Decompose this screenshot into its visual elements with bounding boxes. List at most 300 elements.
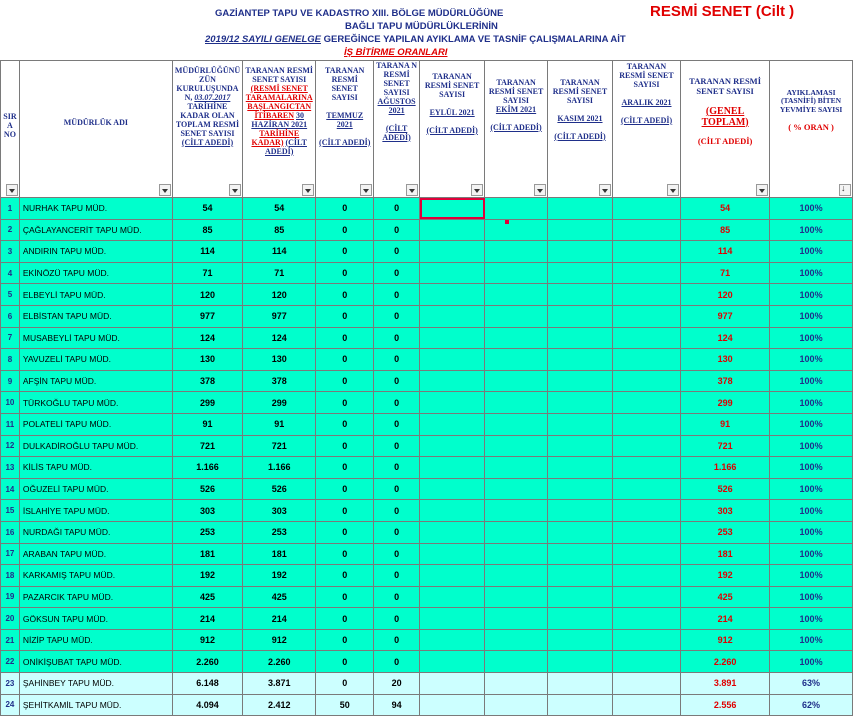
cell-temmuz[interactable]: 0 bbox=[316, 219, 374, 241]
cell-aralik[interactable] bbox=[612, 327, 680, 349]
cell-temmuz[interactable]: 0 bbox=[316, 413, 374, 435]
cell-no[interactable]: 7 bbox=[1, 327, 20, 349]
cell-ekim[interactable] bbox=[485, 370, 548, 392]
cell-kurulus[interactable]: 54 bbox=[172, 198, 242, 220]
cell-aralik[interactable] bbox=[612, 457, 680, 479]
cell-no[interactable]: 8 bbox=[1, 349, 20, 371]
cell-no[interactable]: 3 bbox=[1, 241, 20, 263]
filter-dropdown-icon[interactable] bbox=[302, 184, 314, 196]
cell-genel-toplam[interactable]: 91 bbox=[681, 413, 770, 435]
cell-agustos[interactable]: 0 bbox=[374, 435, 420, 457]
cell-mudurluk[interactable]: NURHAK TAPU MÜD. bbox=[19, 198, 172, 220]
cell-eylul[interactable] bbox=[420, 435, 485, 457]
cell-mudurluk[interactable]: NURDAĞI TAPU MÜD. bbox=[19, 521, 172, 543]
cell-kasim[interactable] bbox=[547, 305, 612, 327]
col-header-ekim[interactable]: TARANAN RESMİ SENET SAYISI EKİM 2021 (CİLT ADEDİ) bbox=[485, 61, 548, 198]
filter-dropdown-icon[interactable] bbox=[406, 184, 418, 196]
cell-eylul[interactable] bbox=[420, 694, 485, 716]
cell-mudurluk[interactable]: TÜRKOĞLU TAPU MÜD. bbox=[19, 392, 172, 414]
cell-temmuz[interactable]: 0 bbox=[316, 241, 374, 263]
cell-genel-toplam[interactable]: 299 bbox=[681, 392, 770, 414]
cell-oran[interactable]: 100% bbox=[770, 392, 853, 414]
cell-oran[interactable]: 100% bbox=[770, 413, 853, 435]
cell-aralik[interactable] bbox=[612, 262, 680, 284]
cell-aralik[interactable] bbox=[612, 651, 680, 673]
cell-aralik[interactable] bbox=[612, 392, 680, 414]
cell-eylul[interactable] bbox=[420, 651, 485, 673]
cell-aralik[interactable] bbox=[612, 543, 680, 565]
cell-agustos[interactable]: 0 bbox=[374, 413, 420, 435]
cell-genel-toplam[interactable]: 120 bbox=[681, 284, 770, 306]
cell-mudurluk[interactable]: PAZARCIK TAPU MÜD. bbox=[19, 586, 172, 608]
cell-genel-toplam[interactable]: 2.556 bbox=[681, 694, 770, 716]
cell-taranan[interactable]: 114 bbox=[243, 241, 316, 263]
cell-genel-toplam[interactable]: 124 bbox=[681, 327, 770, 349]
cell-kurulus[interactable]: 181 bbox=[172, 543, 242, 565]
cell-temmuz[interactable]: 0 bbox=[316, 284, 374, 306]
cell-eylul[interactable] bbox=[420, 543, 485, 565]
cell-temmuz[interactable]: 0 bbox=[316, 629, 374, 651]
filter-dropdown-icon[interactable] bbox=[471, 184, 483, 196]
cell-eylul[interactable] bbox=[420, 327, 485, 349]
cell-taranan[interactable]: 1.166 bbox=[243, 457, 316, 479]
cell-ekim[interactable] bbox=[485, 586, 548, 608]
cell-oran[interactable]: 100% bbox=[770, 543, 853, 565]
cell-oran[interactable]: 100% bbox=[770, 305, 853, 327]
cell-no[interactable]: 5 bbox=[1, 284, 20, 306]
cell-agustos[interactable]: 0 bbox=[374, 349, 420, 371]
cell-kurulus[interactable]: 114 bbox=[172, 241, 242, 263]
cell-aralik[interactable] bbox=[612, 586, 680, 608]
cell-no[interactable]: 9 bbox=[1, 370, 20, 392]
cell-eylul[interactable] bbox=[420, 457, 485, 479]
cell-kurulus[interactable]: 253 bbox=[172, 521, 242, 543]
col-header-taranan[interactable]: TARANAN RESMİ SENET SAYISI (RESMİ SENET TARAMALARINA BAŞLANGICTAN İTİBAREN 30 HAZİRAN 2021 TARİHİNE KADAR) (CİLT ADEDİ) bbox=[243, 61, 316, 198]
cell-temmuz[interactable]: 0 bbox=[316, 305, 374, 327]
cell-kasim[interactable] bbox=[547, 521, 612, 543]
filter-dropdown-icon[interactable] bbox=[159, 184, 171, 196]
cell-no[interactable]: 19 bbox=[1, 586, 20, 608]
cell-taranan[interactable]: 71 bbox=[243, 262, 316, 284]
cell-kasim[interactable] bbox=[547, 673, 612, 695]
cell-kurulus[interactable]: 6.148 bbox=[172, 673, 242, 695]
cell-taranan[interactable]: 214 bbox=[243, 608, 316, 630]
cell-temmuz[interactable]: 0 bbox=[316, 392, 374, 414]
cell-agustos[interactable]: 0 bbox=[374, 262, 420, 284]
filter-dropdown-icon[interactable] bbox=[534, 184, 546, 196]
cell-temmuz[interactable]: 50 bbox=[316, 694, 374, 716]
cell-agustos[interactable]: 0 bbox=[374, 241, 420, 263]
cell-mudurluk[interactable]: ARABAN TAPU MÜD. bbox=[19, 543, 172, 565]
col-header-genel-toplam[interactable]: TARANAN RESMİ SENET SAYISI (GENEL TOPLAM) (CİLT ADEDİ) bbox=[681, 61, 770, 198]
cell-kasim[interactable] bbox=[547, 586, 612, 608]
cell-oran[interactable]: 100% bbox=[770, 327, 853, 349]
cell-agustos[interactable]: 0 bbox=[374, 521, 420, 543]
cell-kasim[interactable] bbox=[547, 392, 612, 414]
cell-genel-toplam[interactable]: 3.891 bbox=[681, 673, 770, 695]
cell-aralik[interactable] bbox=[612, 521, 680, 543]
cell-eylul[interactable] bbox=[420, 219, 485, 241]
cell-kasim[interactable] bbox=[547, 219, 612, 241]
cell-genel-toplam[interactable]: 303 bbox=[681, 500, 770, 522]
col-header-sira[interactable]: SIR A NO bbox=[1, 61, 20, 198]
cell-genel-toplam[interactable]: 912 bbox=[681, 629, 770, 651]
cell-kurulus[interactable]: 1.166 bbox=[172, 457, 242, 479]
cell-no[interactable]: 1 bbox=[1, 198, 20, 220]
cell-genel-toplam[interactable]: 130 bbox=[681, 349, 770, 371]
cell-kasim[interactable] bbox=[547, 370, 612, 392]
cell-eylul[interactable] bbox=[420, 370, 485, 392]
cell-temmuz[interactable]: 0 bbox=[316, 198, 374, 220]
cell-kurulus[interactable]: 2.260 bbox=[172, 651, 242, 673]
cell-genel-toplam[interactable]: 54 bbox=[681, 198, 770, 220]
cell-agustos[interactable]: 0 bbox=[374, 370, 420, 392]
cell-agustos[interactable]: 0 bbox=[374, 284, 420, 306]
cell-eylul[interactable] bbox=[420, 262, 485, 284]
cell-taranan[interactable]: 303 bbox=[243, 500, 316, 522]
cell-mudurluk[interactable]: MUSABEYLİ TAPU MÜD. bbox=[19, 327, 172, 349]
cell-taranan[interactable]: 130 bbox=[243, 349, 316, 371]
cell-taranan[interactable]: 124 bbox=[243, 327, 316, 349]
cell-eylul[interactable] bbox=[420, 284, 485, 306]
cell-eylul[interactable] bbox=[420, 241, 485, 263]
cell-kurulus[interactable]: 526 bbox=[172, 478, 242, 500]
cell-eylul[interactable] bbox=[420, 673, 485, 695]
cell-taranan[interactable]: 2.260 bbox=[243, 651, 316, 673]
cell-ekim[interactable] bbox=[485, 608, 548, 630]
cell-genel-toplam[interactable]: 2.260 bbox=[681, 651, 770, 673]
cell-oran[interactable]: 100% bbox=[770, 198, 853, 220]
cell-agustos[interactable]: 0 bbox=[374, 219, 420, 241]
cell-kurulus[interactable]: 378 bbox=[172, 370, 242, 392]
filter-dropdown-icon[interactable] bbox=[756, 184, 768, 196]
cell-aralik[interactable] bbox=[612, 198, 680, 220]
cell-genel-toplam[interactable]: 114 bbox=[681, 241, 770, 263]
cell-oran[interactable]: 100% bbox=[770, 262, 853, 284]
cell-agustos[interactable]: 0 bbox=[374, 457, 420, 479]
cell-kasim[interactable] bbox=[547, 413, 612, 435]
cell-agustos[interactable]: 0 bbox=[374, 629, 420, 651]
cell-mudurluk[interactable]: ANDIRIN TAPU MÜD. bbox=[19, 241, 172, 263]
cell-temmuz[interactable]: 0 bbox=[316, 435, 374, 457]
cell-eylul[interactable] bbox=[420, 392, 485, 414]
cell-temmuz[interactable]: 0 bbox=[316, 521, 374, 543]
cell-temmuz[interactable]: 0 bbox=[316, 262, 374, 284]
cell-taranan[interactable]: 120 bbox=[243, 284, 316, 306]
cell-mudurluk[interactable]: DULKADİROĞLU TAPU MÜD. bbox=[19, 435, 172, 457]
cell-aralik[interactable] bbox=[612, 413, 680, 435]
cell-no[interactable]: 22 bbox=[1, 651, 20, 673]
col-header-kasim[interactable]: TARANAN RESMİ SENET SAYISI KASIM 2021 (CİLT ADEDİ) bbox=[547, 61, 612, 198]
cell-genel-toplam[interactable]: 721 bbox=[681, 435, 770, 457]
filter-dropdown-icon[interactable] bbox=[599, 184, 611, 196]
cell-aralik[interactable] bbox=[612, 241, 680, 263]
cell-taranan[interactable]: 977 bbox=[243, 305, 316, 327]
cell-no[interactable]: 23 bbox=[1, 673, 20, 695]
cell-ekim[interactable] bbox=[485, 500, 548, 522]
col-header-mudurluk[interactable]: MÜDÜRLÜK ADI bbox=[19, 61, 172, 198]
cell-ekim[interactable] bbox=[485, 327, 548, 349]
cell-taranan[interactable]: 253 bbox=[243, 521, 316, 543]
cell-oran[interactable]: 100% bbox=[770, 284, 853, 306]
cell-genel-toplam[interactable]: 181 bbox=[681, 543, 770, 565]
cell-aralik[interactable] bbox=[612, 673, 680, 695]
cell-eylul[interactable] bbox=[420, 565, 485, 587]
cell-oran[interactable]: 100% bbox=[770, 565, 853, 587]
cell-no[interactable]: 6 bbox=[1, 305, 20, 327]
cell-agustos[interactable]: 0 bbox=[374, 327, 420, 349]
cell-no[interactable]: 11 bbox=[1, 413, 20, 435]
cell-aralik[interactable] bbox=[612, 349, 680, 371]
cell-kurulus[interactable]: 71 bbox=[172, 262, 242, 284]
cell-kasim[interactable] bbox=[547, 651, 612, 673]
cell-temmuz[interactable]: 0 bbox=[316, 327, 374, 349]
cell-temmuz[interactable]: 0 bbox=[316, 673, 374, 695]
cell-oran[interactable]: 100% bbox=[770, 241, 853, 263]
cell-kasim[interactable] bbox=[547, 457, 612, 479]
cell-oran[interactable]: 100% bbox=[770, 478, 853, 500]
cell-no[interactable]: 17 bbox=[1, 543, 20, 565]
cell-kasim[interactable] bbox=[547, 478, 612, 500]
cell-aralik[interactable] bbox=[612, 435, 680, 457]
cell-ekim[interactable] bbox=[485, 284, 548, 306]
cell-ekim[interactable] bbox=[485, 305, 548, 327]
cell-genel-toplam[interactable]: 253 bbox=[681, 521, 770, 543]
cell-temmuz[interactable]: 0 bbox=[316, 349, 374, 371]
cell-temmuz[interactable]: 0 bbox=[316, 651, 374, 673]
cell-genel-toplam[interactable]: 85 bbox=[681, 219, 770, 241]
cell-genel-toplam[interactable]: 71 bbox=[681, 262, 770, 284]
cell-eylul[interactable] bbox=[420, 521, 485, 543]
cell-kurulus[interactable]: 124 bbox=[172, 327, 242, 349]
cell-ekim[interactable] bbox=[485, 521, 548, 543]
col-header-eylul[interactable]: TARANAN RESMİ SENET SAYISI EYLÜL 2021 (CİLT ADEDİ) bbox=[420, 61, 485, 198]
cell-kurulus[interactable]: 425 bbox=[172, 586, 242, 608]
cell-taranan[interactable]: 912 bbox=[243, 629, 316, 651]
cell-taranan[interactable]: 425 bbox=[243, 586, 316, 608]
cell-taranan[interactable]: 54 bbox=[243, 198, 316, 220]
cell-mudurluk[interactable]: ELBİSTAN TAPU MÜD. bbox=[19, 305, 172, 327]
cell-mudurluk[interactable]: ELBEYLİ TAPU MÜD. bbox=[19, 284, 172, 306]
cell-no[interactable]: 10 bbox=[1, 392, 20, 414]
cell-eylul[interactable] bbox=[420, 586, 485, 608]
cell-ekim[interactable] bbox=[485, 349, 548, 371]
cell-no[interactable]: 20 bbox=[1, 608, 20, 630]
cell-eylul[interactable] bbox=[420, 413, 485, 435]
cell-kasim[interactable] bbox=[547, 629, 612, 651]
cell-kurulus[interactable]: 214 bbox=[172, 608, 242, 630]
cell-mudurluk[interactable]: POLATELİ TAPU MÜD. bbox=[19, 413, 172, 435]
cell-no[interactable]: 16 bbox=[1, 521, 20, 543]
cell-kasim[interactable] bbox=[547, 694, 612, 716]
cell-ekim[interactable] bbox=[485, 241, 548, 263]
cell-taranan[interactable]: 91 bbox=[243, 413, 316, 435]
cell-mudurluk[interactable]: ONİKİŞUBAT TAPU MÜD. bbox=[19, 651, 172, 673]
cell-aralik[interactable] bbox=[612, 629, 680, 651]
cell-genel-toplam[interactable]: 1.166 bbox=[681, 457, 770, 479]
cell-genel-toplam[interactable]: 214 bbox=[681, 608, 770, 630]
cell-ekim[interactable] bbox=[485, 435, 548, 457]
cell-kurulus[interactable]: 303 bbox=[172, 500, 242, 522]
cell-no[interactable]: 4 bbox=[1, 262, 20, 284]
cell-agustos[interactable]: 0 bbox=[374, 305, 420, 327]
cell-taranan[interactable]: 2.412 bbox=[243, 694, 316, 716]
cell-agustos[interactable]: 0 bbox=[374, 543, 420, 565]
cell-kasim[interactable] bbox=[547, 198, 612, 220]
cell-kasim[interactable] bbox=[547, 435, 612, 457]
cell-agustos[interactable]: 0 bbox=[374, 608, 420, 630]
cell-oran[interactable]: 100% bbox=[770, 457, 853, 479]
cell-oran[interactable]: 100% bbox=[770, 500, 853, 522]
cell-mudurluk[interactable]: ÇAĞLAYANCERİT TAPU MÜD. bbox=[19, 219, 172, 241]
cell-taranan[interactable]: 378 bbox=[243, 370, 316, 392]
cell-taranan[interactable]: 526 bbox=[243, 478, 316, 500]
cell-ekim[interactable] bbox=[485, 629, 548, 651]
cell-no[interactable]: 24 bbox=[1, 694, 20, 716]
cell-taranan[interactable]: 299 bbox=[243, 392, 316, 414]
col-header-ayiklama[interactable]: AYIKLAMASI (TASNİFİ) BİTEN YEVMİYE SAYISI ( % ORAN ) ↓ bbox=[770, 61, 853, 198]
cell-kasim[interactable] bbox=[547, 262, 612, 284]
cell-aralik[interactable] bbox=[612, 565, 680, 587]
cell-taranan[interactable]: 192 bbox=[243, 565, 316, 587]
cell-genel-toplam[interactable]: 425 bbox=[681, 586, 770, 608]
cell-ekim[interactable] bbox=[485, 478, 548, 500]
cell-agustos[interactable]: 0 bbox=[374, 392, 420, 414]
cell-agustos[interactable]: 0 bbox=[374, 651, 420, 673]
cell-eylul[interactable] bbox=[420, 478, 485, 500]
cell-aralik[interactable] bbox=[612, 694, 680, 716]
cell-temmuz[interactable]: 0 bbox=[316, 500, 374, 522]
cell-agustos[interactable]: 0 bbox=[374, 500, 420, 522]
cell-temmuz[interactable]: 0 bbox=[316, 565, 374, 587]
cell-oran[interactable]: 100% bbox=[770, 219, 853, 241]
cell-no[interactable]: 21 bbox=[1, 629, 20, 651]
cell-kurulus[interactable]: 120 bbox=[172, 284, 242, 306]
selected-cell[interactable] bbox=[420, 198, 485, 220]
cell-kasim[interactable] bbox=[547, 349, 612, 371]
cell-kurulus[interactable]: 299 bbox=[172, 392, 242, 414]
cell-oran[interactable]: 63% bbox=[770, 673, 853, 695]
cell-mudurluk[interactable]: AFŞİN TAPU MÜD. bbox=[19, 370, 172, 392]
cell-no[interactable]: 14 bbox=[1, 478, 20, 500]
cell-oran[interactable]: 100% bbox=[770, 521, 853, 543]
cell-oran[interactable]: 100% bbox=[770, 629, 853, 651]
sort-filter-icon[interactable] bbox=[839, 184, 851, 196]
cell-eylul[interactable] bbox=[420, 500, 485, 522]
col-header-aralik[interactable]: TARANAN RESMİ SENET SAYISI ARALIK 2021 (CİLT ADEDİ) bbox=[612, 61, 680, 198]
cell-kasim[interactable] bbox=[547, 565, 612, 587]
cell-kasim[interactable] bbox=[547, 608, 612, 630]
cell-ekim[interactable] bbox=[485, 262, 548, 284]
cell-oran[interactable]: 100% bbox=[770, 370, 853, 392]
cell-aralik[interactable] bbox=[612, 478, 680, 500]
selection-fill-handle[interactable] bbox=[505, 220, 509, 224]
cell-oran[interactable]: 100% bbox=[770, 608, 853, 630]
filter-dropdown-icon[interactable] bbox=[360, 184, 372, 196]
cell-aralik[interactable] bbox=[612, 284, 680, 306]
cell-no[interactable]: 15 bbox=[1, 500, 20, 522]
cell-genel-toplam[interactable]: 192 bbox=[681, 565, 770, 587]
cell-ekim[interactable] bbox=[485, 694, 548, 716]
cell-kasim[interactable] bbox=[547, 327, 612, 349]
cell-genel-toplam[interactable]: 378 bbox=[681, 370, 770, 392]
cell-temmuz[interactable]: 0 bbox=[316, 586, 374, 608]
cell-no[interactable]: 18 bbox=[1, 565, 20, 587]
cell-aralik[interactable] bbox=[612, 305, 680, 327]
cell-kurulus[interactable]: 130 bbox=[172, 349, 242, 371]
cell-agustos[interactable]: 0 bbox=[374, 198, 420, 220]
cell-eylul[interactable] bbox=[420, 305, 485, 327]
cell-agustos[interactable]: 0 bbox=[374, 565, 420, 587]
col-header-temmuz[interactable]: TARANAN RESMİ SENET SAYISI TEMMUZ 2021 (CİLT ADEDİ) bbox=[316, 61, 374, 198]
cell-aralik[interactable] bbox=[612, 370, 680, 392]
cell-taranan[interactable]: 85 bbox=[243, 219, 316, 241]
cell-aralik[interactable] bbox=[612, 500, 680, 522]
cell-oran[interactable]: 100% bbox=[770, 349, 853, 371]
cell-eylul[interactable] bbox=[420, 629, 485, 651]
cell-ekim[interactable] bbox=[485, 673, 548, 695]
cell-taranan[interactable]: 181 bbox=[243, 543, 316, 565]
cell-ekim[interactable] bbox=[485, 651, 548, 673]
cell-mudurluk[interactable]: KİLİS TAPU MÜD. bbox=[19, 457, 172, 479]
cell-aralik[interactable] bbox=[612, 608, 680, 630]
cell-ekim[interactable] bbox=[485, 565, 548, 587]
cell-temmuz[interactable]: 0 bbox=[316, 608, 374, 630]
filter-dropdown-icon[interactable] bbox=[6, 184, 18, 196]
cell-mudurluk[interactable]: İSLAHİYE TAPU MÜD. bbox=[19, 500, 172, 522]
cell-temmuz[interactable]: 0 bbox=[316, 478, 374, 500]
cell-mudurluk[interactable]: ŞEHİTKAMİL TAPU MÜD. bbox=[19, 694, 172, 716]
cell-ekim[interactable] bbox=[485, 392, 548, 414]
cell-agustos[interactable]: 20 bbox=[374, 673, 420, 695]
cell-agustos[interactable]: 0 bbox=[374, 586, 420, 608]
cell-mudurluk[interactable]: EKİNÖZÜ TAPU MÜD. bbox=[19, 262, 172, 284]
cell-mudurluk[interactable]: ŞAHİNBEY TAPU MÜD. bbox=[19, 673, 172, 695]
cell-ekim[interactable] bbox=[485, 413, 548, 435]
cell-genel-toplam[interactable]: 977 bbox=[681, 305, 770, 327]
filter-dropdown-icon[interactable] bbox=[667, 184, 679, 196]
cell-no[interactable]: 13 bbox=[1, 457, 20, 479]
cell-eylul[interactable] bbox=[420, 608, 485, 630]
cell-ekim[interactable] bbox=[485, 219, 548, 241]
cell-oran[interactable]: 62% bbox=[770, 694, 853, 716]
cell-kasim[interactable] bbox=[547, 500, 612, 522]
cell-taranan[interactable]: 3.871 bbox=[243, 673, 316, 695]
cell-temmuz[interactable]: 0 bbox=[316, 370, 374, 392]
cell-ekim[interactable] bbox=[485, 198, 548, 220]
cell-mudurluk[interactable]: KARKAMIŞ TAPU MÜD. bbox=[19, 565, 172, 587]
cell-kasim[interactable] bbox=[547, 284, 612, 306]
cell-ekim[interactable] bbox=[485, 543, 548, 565]
cell-mudurluk[interactable]: NİZİP TAPU MÜD. bbox=[19, 629, 172, 651]
cell-kasim[interactable] bbox=[547, 241, 612, 263]
cell-mudurluk[interactable]: GÖKSUN TAPU MÜD. bbox=[19, 608, 172, 630]
cell-kurulus[interactable]: 91 bbox=[172, 413, 242, 435]
cell-mudurluk[interactable]: YAVUZELİ TAPU MÜD. bbox=[19, 349, 172, 371]
cell-kurulus[interactable]: 721 bbox=[172, 435, 242, 457]
cell-agustos[interactable]: 94 bbox=[374, 694, 420, 716]
cell-oran[interactable]: 100% bbox=[770, 435, 853, 457]
cell-kurulus[interactable]: 192 bbox=[172, 565, 242, 587]
cell-genel-toplam[interactable]: 526 bbox=[681, 478, 770, 500]
cell-oran[interactable]: 100% bbox=[770, 586, 853, 608]
cell-eylul[interactable] bbox=[420, 349, 485, 371]
cell-ekim[interactable] bbox=[485, 457, 548, 479]
col-header-agustos[interactable]: TARANA N RESMİ SENET SAYISI AĞUSTOS 2021 (CİLT ADEDİ) bbox=[374, 61, 420, 198]
cell-kurulus[interactable]: 85 bbox=[172, 219, 242, 241]
cell-no[interactable]: 2 bbox=[1, 219, 20, 241]
cell-agustos[interactable]: 0 bbox=[374, 478, 420, 500]
